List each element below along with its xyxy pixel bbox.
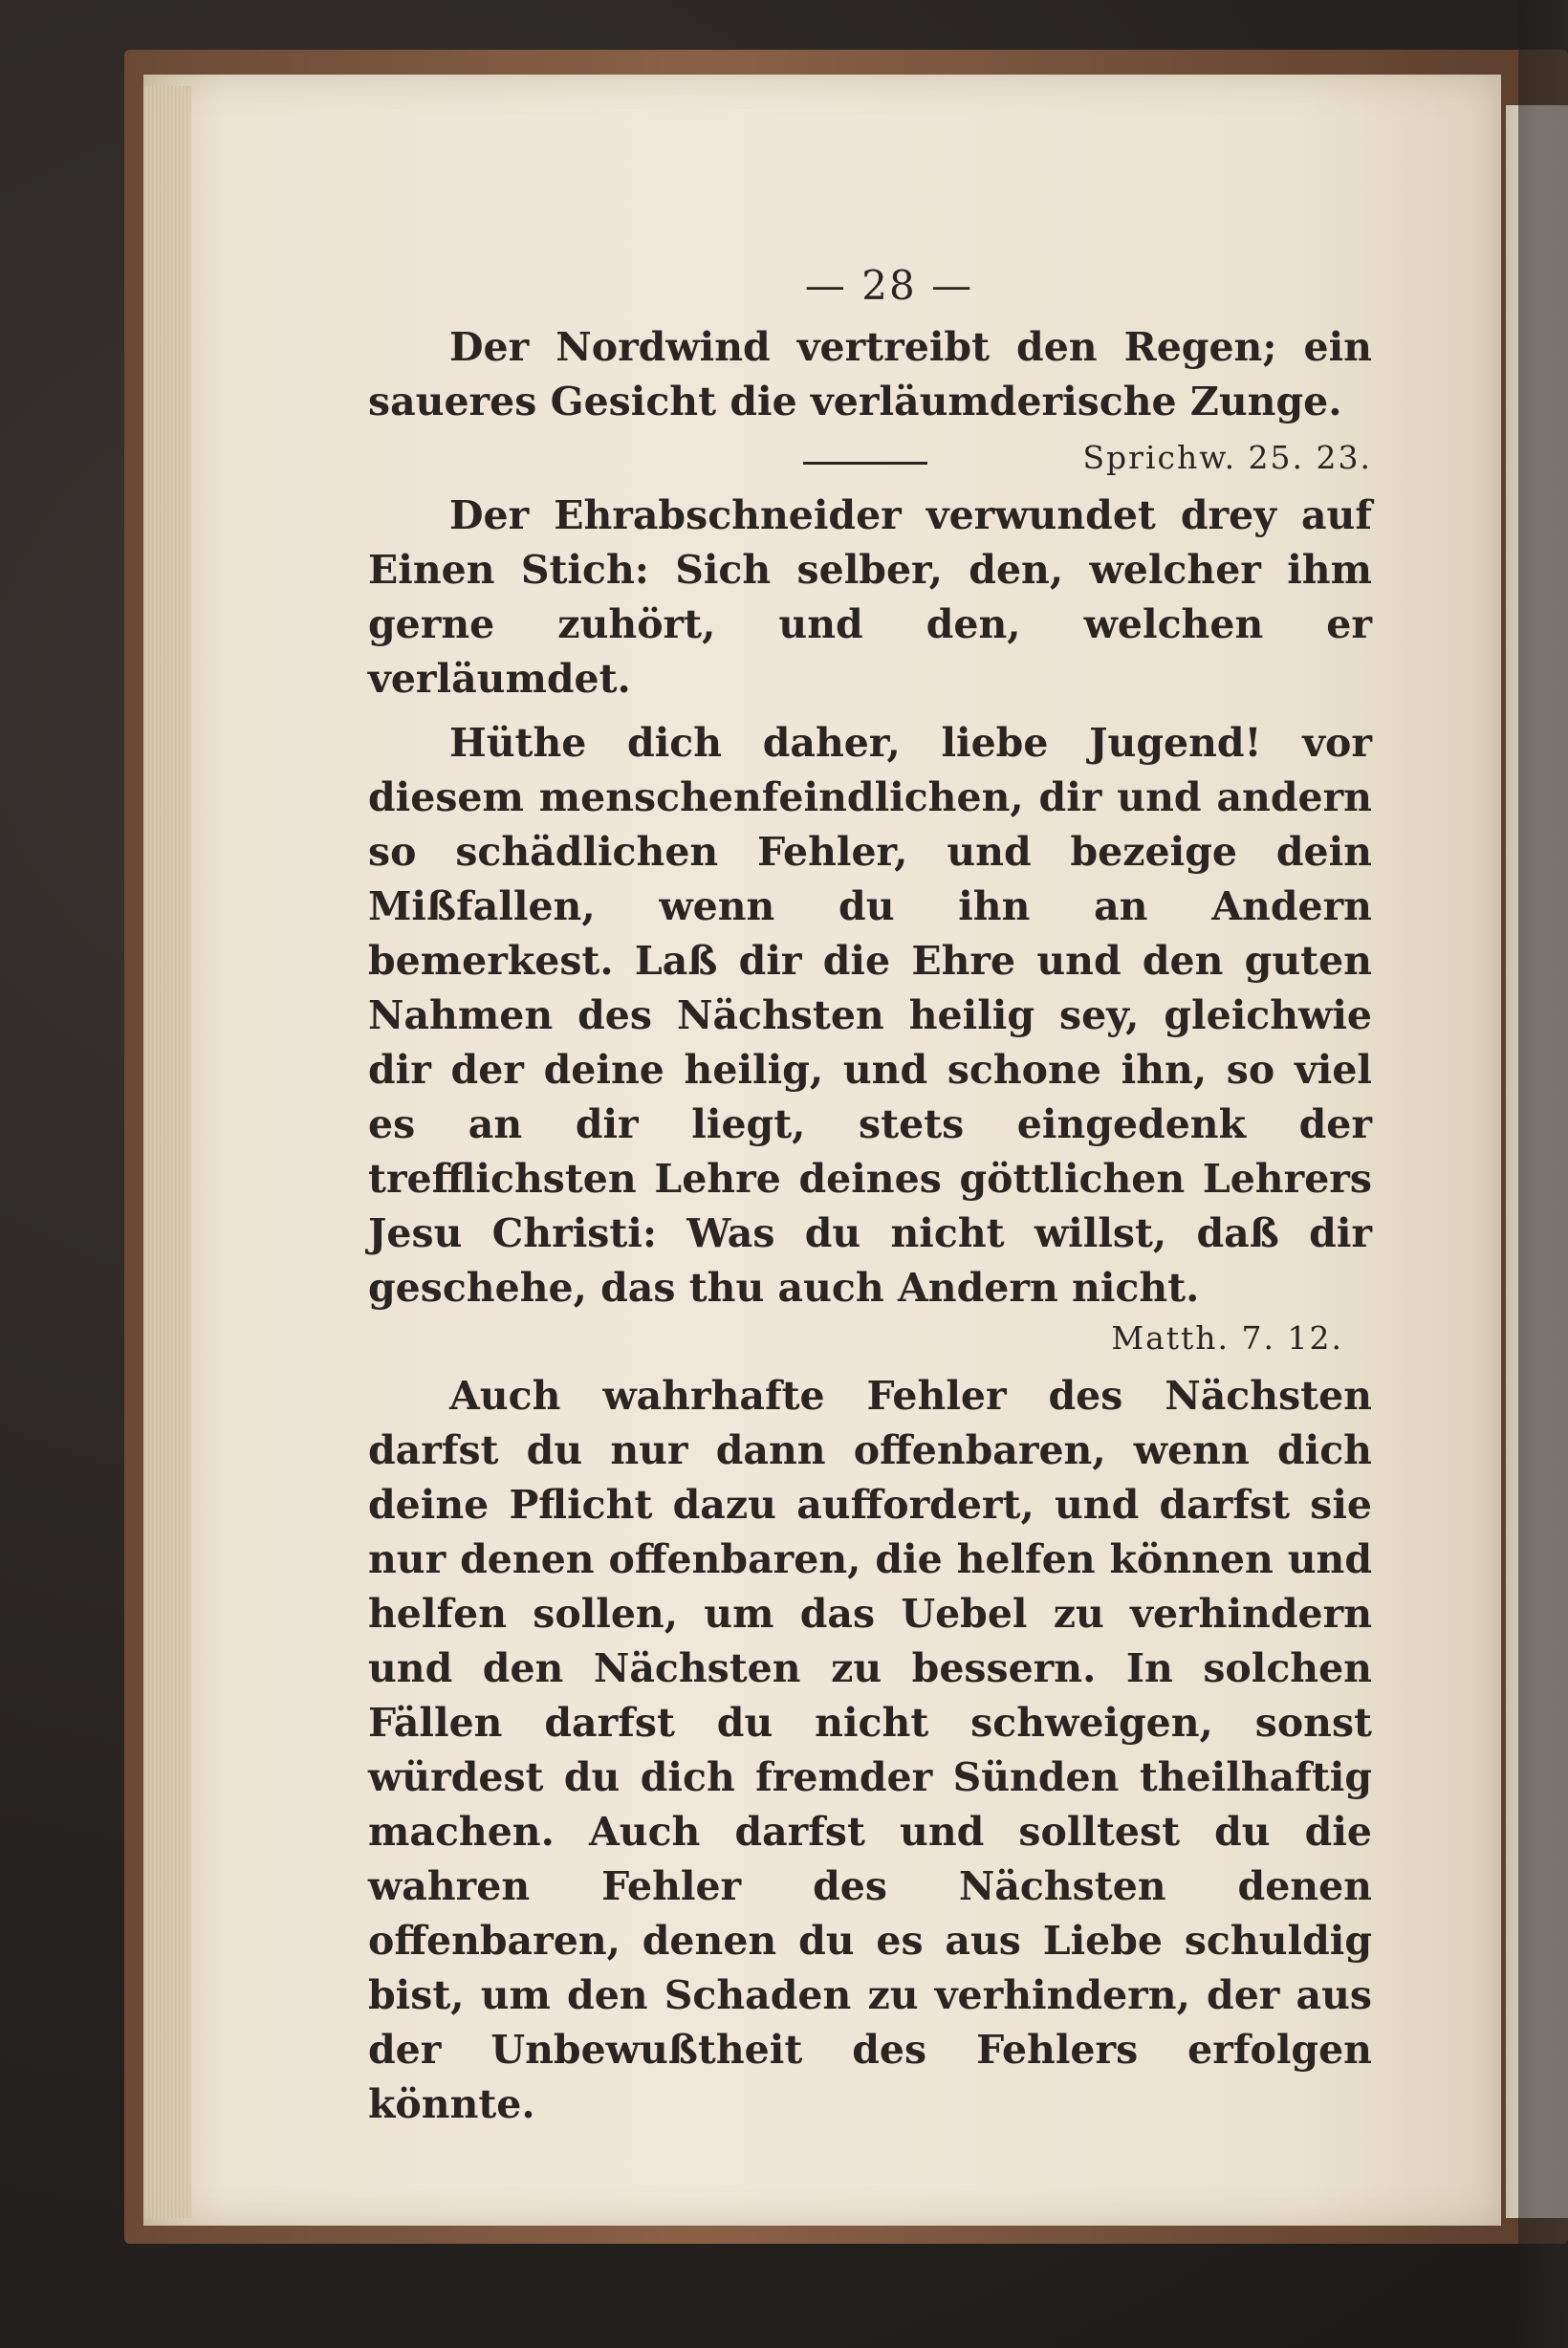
citation-matthew: Matth. 7. 12. <box>1111 1319 1343 1357</box>
citation-proverbs: Sprichw. 25. 23. <box>1082 439 1372 476</box>
paragraph-admonition: Hüthe dich daher, liebe Jugend! vor diesem menschenfeindlichen, dir und andern so schädlichen Fehler, und bezeige dein Mißfallen, wenn du ihn an Andern bemerkest. Laß dir die Ehre und den guten Nahmen des Nächsten heilig sey, gleichwie dir der deine heilig, und schone ihn, so viel es an dir liegt, stets eingedenk der trefflichsten Lehre deines göttlichen Lehrers Jesu Christi: Was du nicht willst, daß dir geschehe, das thu auch Andern nicht. <box>368 720 1372 1311</box>
citation-row-proverb <box>368 437 1372 479</box>
book-spine-shadow <box>1518 0 1568 2348</box>
page-stack-edges <box>143 86 191 2218</box>
paragraph-proverb: Der Nordwind vertreibt den Regen; ein saueres Gesicht die verläumderische Zunge. <box>368 324 1372 424</box>
separator-rule <box>803 462 927 465</box>
paragraph-slanderer: Der Ehrabschneider verwundet drey auf Einen Stich: Sich selber, den, welcher ihm gerne zuhört, und den, welchen er verläumdet. <box>368 492 1372 702</box>
page-text-block <box>368 258 1372 2132</box>
paragraph-true-faults: Auch wahrhafte Fehler des Nächsten darfst du nur dann offenbaren, wenn dich deine Pflicht dazu auffordert, und darfst sie nur denen offenbaren, die helfen können und helfen sollen, um das Uebel zu verhindern und den Nächsten zu bessern. In solchen Fällen darfst du nicht schweigen, sonst würdest du dich fremder Sünden theilhaftig machen. Auch darfst und solltest du die wahren Fehler des Nächsten denen offenbaren, denen du es aus Liebe schuldig bist, um den Schaden zu verhindern, der aus der Unbewußtheit des Fehlers erfolgen könnte. <box>368 1373 1372 2127</box>
page-number: — 28 — <box>804 262 974 309</box>
